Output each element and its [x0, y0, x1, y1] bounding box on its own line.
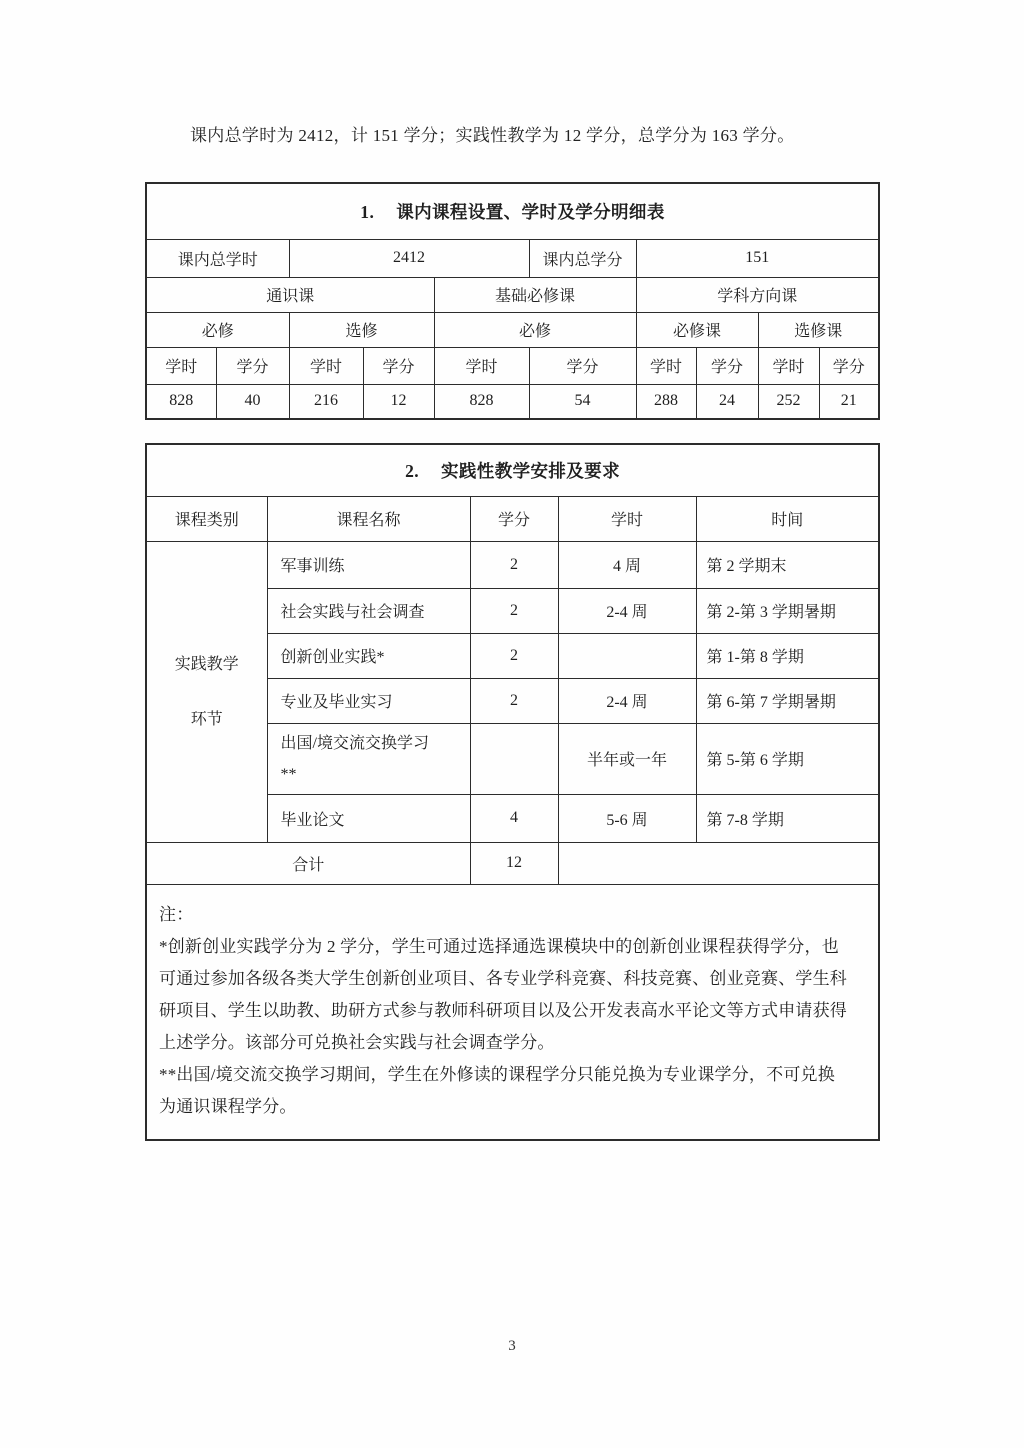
course-credits: 2: [470, 678, 558, 723]
total-hours-value: 2412: [289, 239, 529, 277]
value-cell: 40: [216, 384, 289, 419]
course-credits: 4: [470, 794, 558, 842]
course-credits: 2: [470, 633, 558, 678]
col-header: 学分: [696, 347, 758, 384]
table2-notes-row: [146, 884, 879, 1140]
group-basic-required: 基础必修课: [434, 277, 636, 312]
table1-header-row: [146, 347, 879, 384]
course-time: 第 2-第 3 学期暑期: [696, 588, 879, 633]
table1-group-row: [146, 277, 879, 312]
intro-paragraph: 课内总学时为 2412，计 151 学分；实践性教学为 12 学分，总学分为 163 学分。: [190, 126, 795, 145]
category-line1: 实践教学: [174, 655, 239, 673]
value-cell: 12: [363, 384, 434, 419]
group-general-courses: 通识课: [146, 277, 434, 312]
note-line: 注：: [159, 904, 194, 924]
subgroup-elective-course: 选修课: [758, 312, 879, 347]
table2-title-text: 实践性教学安排及要求: [441, 460, 620, 481]
value-cell: 828: [146, 384, 216, 419]
table2-header-row: [146, 496, 879, 541]
course-time: 第 1-第 8 学期: [696, 633, 879, 678]
table1-title-row: [146, 183, 879, 239]
course-name-line2: **: [280, 765, 297, 783]
col-header-time: 时间: [696, 496, 879, 541]
table1-subgroup-row: [146, 312, 879, 347]
value-cell: 54: [529, 384, 636, 419]
course-name: 专业及毕业实习: [267, 678, 470, 723]
category-line2: 环节: [190, 710, 223, 728]
table1-title-text: 课内课程设置、学时及学分明细表: [396, 201, 665, 222]
course-hours: 5-6 周: [558, 794, 696, 842]
table1-values-row: [146, 384, 879, 419]
col-header: 学时: [289, 347, 363, 384]
course-hours: [558, 633, 696, 678]
col-header: 学时: [146, 347, 216, 384]
course-name: [267, 723, 470, 794]
total-credits-label: 课内总学分: [529, 239, 636, 277]
course-credits: [470, 723, 558, 794]
note-line: 上述学分。该部分可兑换社会实践与社会调查学分。: [159, 1032, 555, 1052]
total-label: 合计: [146, 842, 470, 884]
course-name: 军事训练: [267, 541, 470, 588]
course-hours: 2-4 周: [558, 588, 696, 633]
table2-title: [146, 444, 879, 496]
course-hours: 半年或一年: [558, 723, 696, 794]
course-time: 第 2 学期末: [696, 541, 879, 588]
subgroup-required: 必修: [146, 312, 289, 347]
note-line: 研项目、学生以助教、助研方式参与教师科研项目以及公开发表高水平论文等方式申请获得: [159, 1000, 847, 1020]
notes-block: [146, 884, 879, 1140]
category-cell: [146, 541, 267, 842]
value-cell: 252: [758, 384, 819, 419]
col-header: 学分: [819, 347, 879, 384]
total-empty-cell: [558, 842, 879, 884]
subgroup-required-2: 必修: [434, 312, 636, 347]
table2-number: 2.: [405, 460, 419, 481]
course-credits: 2: [470, 541, 558, 588]
course-name: 创新创业实践*: [267, 633, 470, 678]
col-header: 学分: [216, 347, 289, 384]
note-line: 可通过参加各级各类大学生创新创业项目、各专业学科竞赛、科技竞赛、创业竞赛、学生科: [159, 968, 847, 988]
table-course-hours-credits: [145, 182, 880, 420]
value-cell: 24: [696, 384, 758, 419]
col-header: 学时: [636, 347, 696, 384]
col-header: 学分: [529, 347, 636, 384]
course-time: 第 7-8 学期: [696, 794, 879, 842]
course-name: 社会实践与社会调查: [267, 588, 470, 633]
col-header-category: 课程类别: [146, 496, 267, 541]
col-header-hours: 学时: [558, 496, 696, 541]
course-hours: 2-4 周: [558, 678, 696, 723]
value-cell: 288: [636, 384, 696, 419]
table1-number: 1.: [360, 201, 375, 222]
group-discipline-direction: 学科方向课: [636, 277, 879, 312]
col-header: 学时: [758, 347, 819, 384]
course-time: 第 5-第 6 学期: [696, 723, 879, 794]
course-credits: 2: [470, 588, 558, 633]
col-header-credits: 学分: [470, 496, 558, 541]
table-row: [146, 541, 879, 588]
col-header: 学时: [434, 347, 529, 384]
table2-total-row: [146, 842, 879, 884]
value-cell: 21: [819, 384, 879, 419]
total-credits-value: 151: [636, 239, 879, 277]
course-name-line1: 出国/境交流交换学习: [280, 734, 429, 752]
course-time: 第 6-第 7 学期暑期: [696, 678, 879, 723]
note-line: **出国/境交流交换学习期间，学生在外修读的课程学分只能兑换为专业课学分，不可兑换: [159, 1064, 835, 1084]
value-cell: 216: [289, 384, 363, 419]
table1-summary-row: [146, 239, 879, 277]
page-number: 3: [508, 1338, 516, 1354]
table1-title: [146, 183, 879, 239]
total-hours-label: 课内总学时: [146, 239, 289, 277]
table2-title-row: [146, 444, 879, 496]
note-line: *创新创业实践学分为 2 学分，学生可通过选择通选课模块中的创新创业课程获得学分，也: [159, 936, 839, 956]
subgroup-elective: 选修: [289, 312, 434, 347]
value-cell: 828: [434, 384, 529, 419]
col-header: 学分: [363, 347, 434, 384]
course-hours: 4 周: [558, 541, 696, 588]
total-credits: 12: [470, 842, 558, 884]
note-line: 为通识课程学分。: [159, 1096, 297, 1116]
subgroup-required-course: 必修课: [636, 312, 758, 347]
table-practical-teaching: [145, 443, 880, 1141]
course-name: 毕业论文: [267, 794, 470, 842]
col-header-course-name: 课程名称: [267, 496, 470, 541]
